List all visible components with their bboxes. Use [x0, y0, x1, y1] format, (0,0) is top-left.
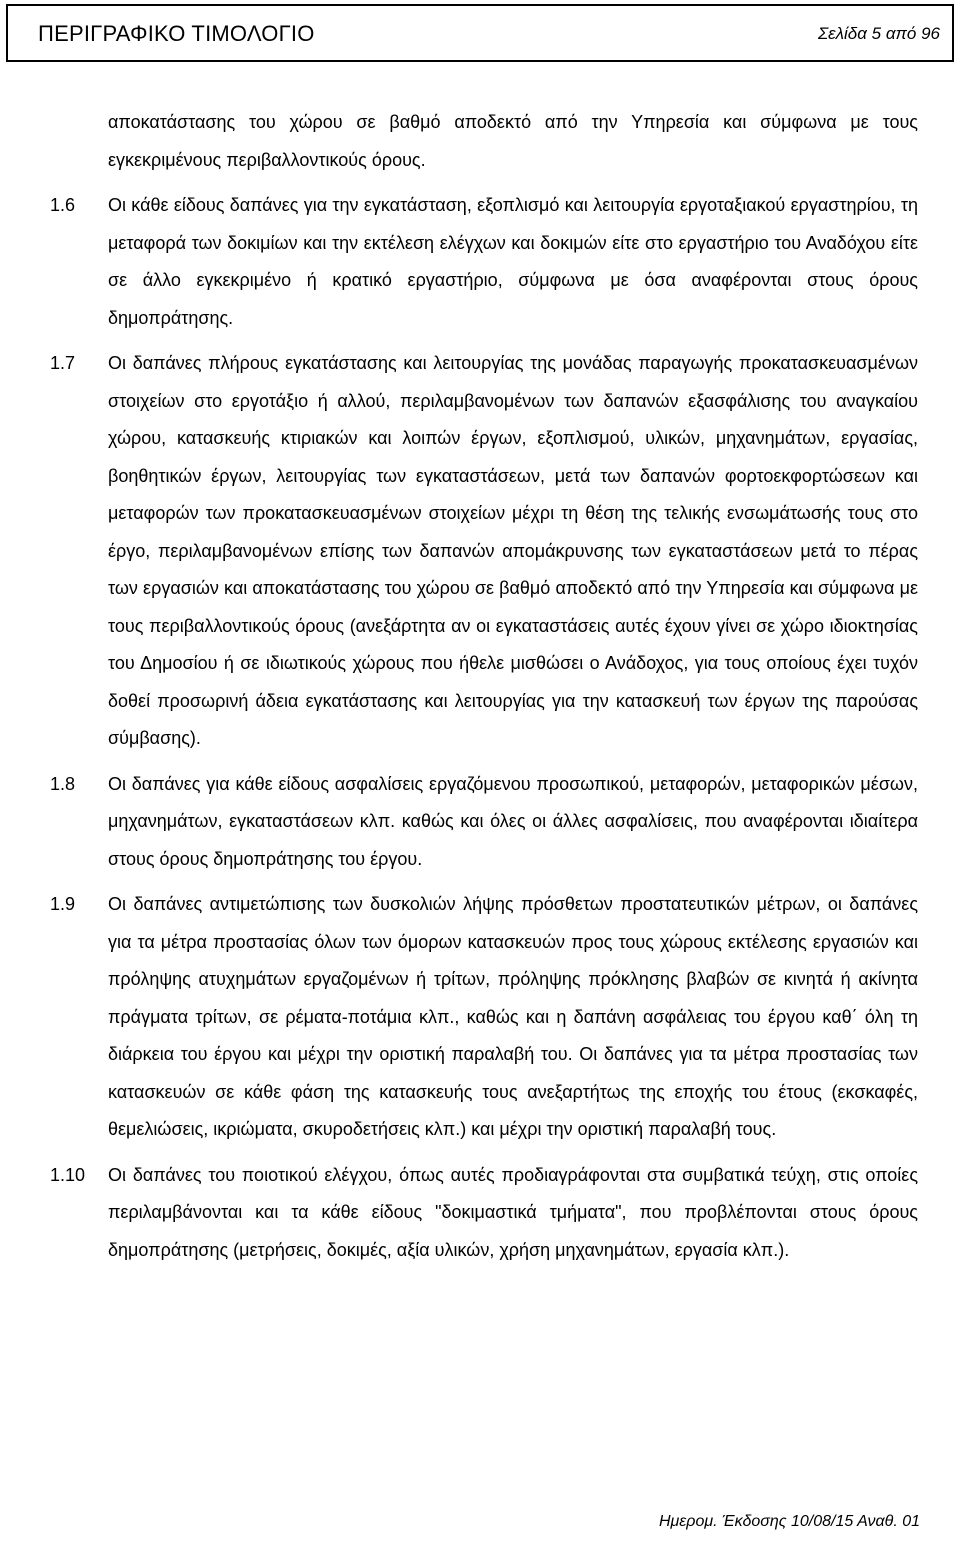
paragraph-text: Οι δαπάνες πλήρους εγκατάστασης και λειτουργίας της μονάδας παραγωγής προκατασκευασμένων στοιχείων στο εργοτάξιο ή αλλού, περιλαμβανομένων των δαπανών εξασφάλισης του αναγκαίου χώρου, κατασκευής κτιριακών και λοιπών έργων, εξοπλισμού, υλικών, μηχανημάτων, εργασίας, βοηθητικών έργων, λειτουργίας των εγκαταστάσεων, μετά των δαπανών φορτοεκφορτώσεων και μεταφορών των προκατασκευασμένων στοιχείων μέχρι τη θέση της τελικής ενσωμάτωσής τους στο έργο, περιλαμβανομένων επίσης των δαπανών απομάκρυνσης των εγκαταστάσεων μετά το πέρας των εργασιών και αποκατάστασης του χώρου σε βαθμό αποδεκτό από την Υπηρεσία και σύμφωνα με τους περιβαλλοντικούς όρους (ανεξάρτητα αν οι εγκαταστάσεις αυτές έχουν γίνει σε χώρο ιδιοκτησίας του Δημοσίου ή σε ιδιωτικούς χώρους που ήθελε μισθώσει ο Ανάδοχος, για τους οποίους έχει τυχόν δοθεί προσωρινή άδεια εγκατάστασης και λειτουργίας για την κατασκευή των έργων της παρούσας σύμβασης).	[108, 353, 918, 748]
paragraph-1-9	[0, 886, 960, 1149]
page-header	[6, 4, 954, 62]
paragraph-number: 1.8	[50, 773, 76, 794]
page-number: Σελίδα 5 από 96	[817, 24, 940, 43]
page-footer: Ημερομ. Έκδοσης 10/08/15 Αναθ. 01	[658, 1513, 920, 1530]
paragraph-text: Οι δαπάνες αντιμετώπισης των δυσκολιών λήψης πρόσθετων προστατευτικών μέτρων, οι δαπάνες για τα μέτρα προστασίας όλων των όμορων κατασκευών προς τους χώρους εκτέλεσης εργασιών και πρόληψης ατυχημάτων εργαζομένων ή τρίτων, πρόληψης πρόκλησης βλαβών σε κινητά ή ακίνητα πράγματα τρίτων, σε ρέματα-ποτάμια κλπ., καθώς και η δαπάνη ασφάλειας του έργου καθ΄ όλη τη διάρκεια του έργου και μέχρι την οριστική παραλαβή του. Οι δαπάνες για τα μέτρα προστασίας των κατασκευών σε κάθε φάση της κατασκευής τους ανεξαρτήτως της εποχής του έτους (εκσκαφές, θεμελιώσεις, ικριώματα, σκυροδετήσεις κλπ.) και μέχρι την οριστική παραλαβή τους.	[108, 894, 918, 1139]
document-body	[0, 104, 960, 1269]
paragraph-text: αποκατάστασης του χώρου σε βαθμό αποδεκτό από την Υπηρεσία και σύμφωνα με τους εγκεκριμένους περιβαλλοντικούς όρους.	[108, 112, 918, 170]
paragraph-1-10	[0, 1157, 960, 1270]
paragraph-number: 1.9	[50, 894, 76, 914]
paragraph-1-7	[0, 345, 960, 758]
paragraph-text: Οι δαπάνες για κάθε είδους ασφαλίσεις εργαζόμενου προσωπικού, μεταφορών, μεταφορικών μέσων, μηχανημάτων, εγκαταστάσεων κλπ. καθώς και όλες οι άλλες ασφαλίσεις, που αναφέρονται ιδιαίτερα στους όρους δημοπράτησης του έργου.	[108, 773, 918, 869]
paragraph-text: Οι δαπάνες του ποιοτικού ελέγχου, όπως αυτές προδιαγράφονται στα συμβατικά τεύχη, στις οποίες περιλαμβάνονται και τα κάθε είδους "δοκιμαστικά τμήματα", που προβλέπονται στους όρους δημοπράτησης (μετρήσεις, δοκιμές, αξία υλικών, χρήση μηχανημάτων, εργασία κλπ.).	[108, 1164, 918, 1260]
paragraph-number: 1.6	[50, 195, 76, 215]
document-title: ΠΕΡΙΓΡΑΦΙΚΟ ΤΙΜΟΛΟΓΙΟ	[38, 21, 315, 46]
paragraph-1-8	[0, 766, 960, 879]
paragraph-number: 1.7	[50, 353, 76, 373]
paragraph-1-6	[0, 187, 960, 337]
paragraph-text: Οι κάθε είδους δαπάνες για την εγκατάσταση, εξοπλισμό και λειτουργία εργοταξιακού εργαστηρίου, τη μεταφορά των δοκιμίων και την εκτέλεση ελέγχων και δοκιμών είτε στο εργαστήριο του Αναδόχου είτε σε άλλο εγκεκριμένο ή κρατικό εργαστήριο, σύμφωνα με όσα αναφέρονται στους όρους δημοπράτησης.	[108, 195, 918, 328]
paragraph-number: 1.10	[50, 1164, 86, 1185]
paragraph-continuation	[0, 104, 960, 179]
